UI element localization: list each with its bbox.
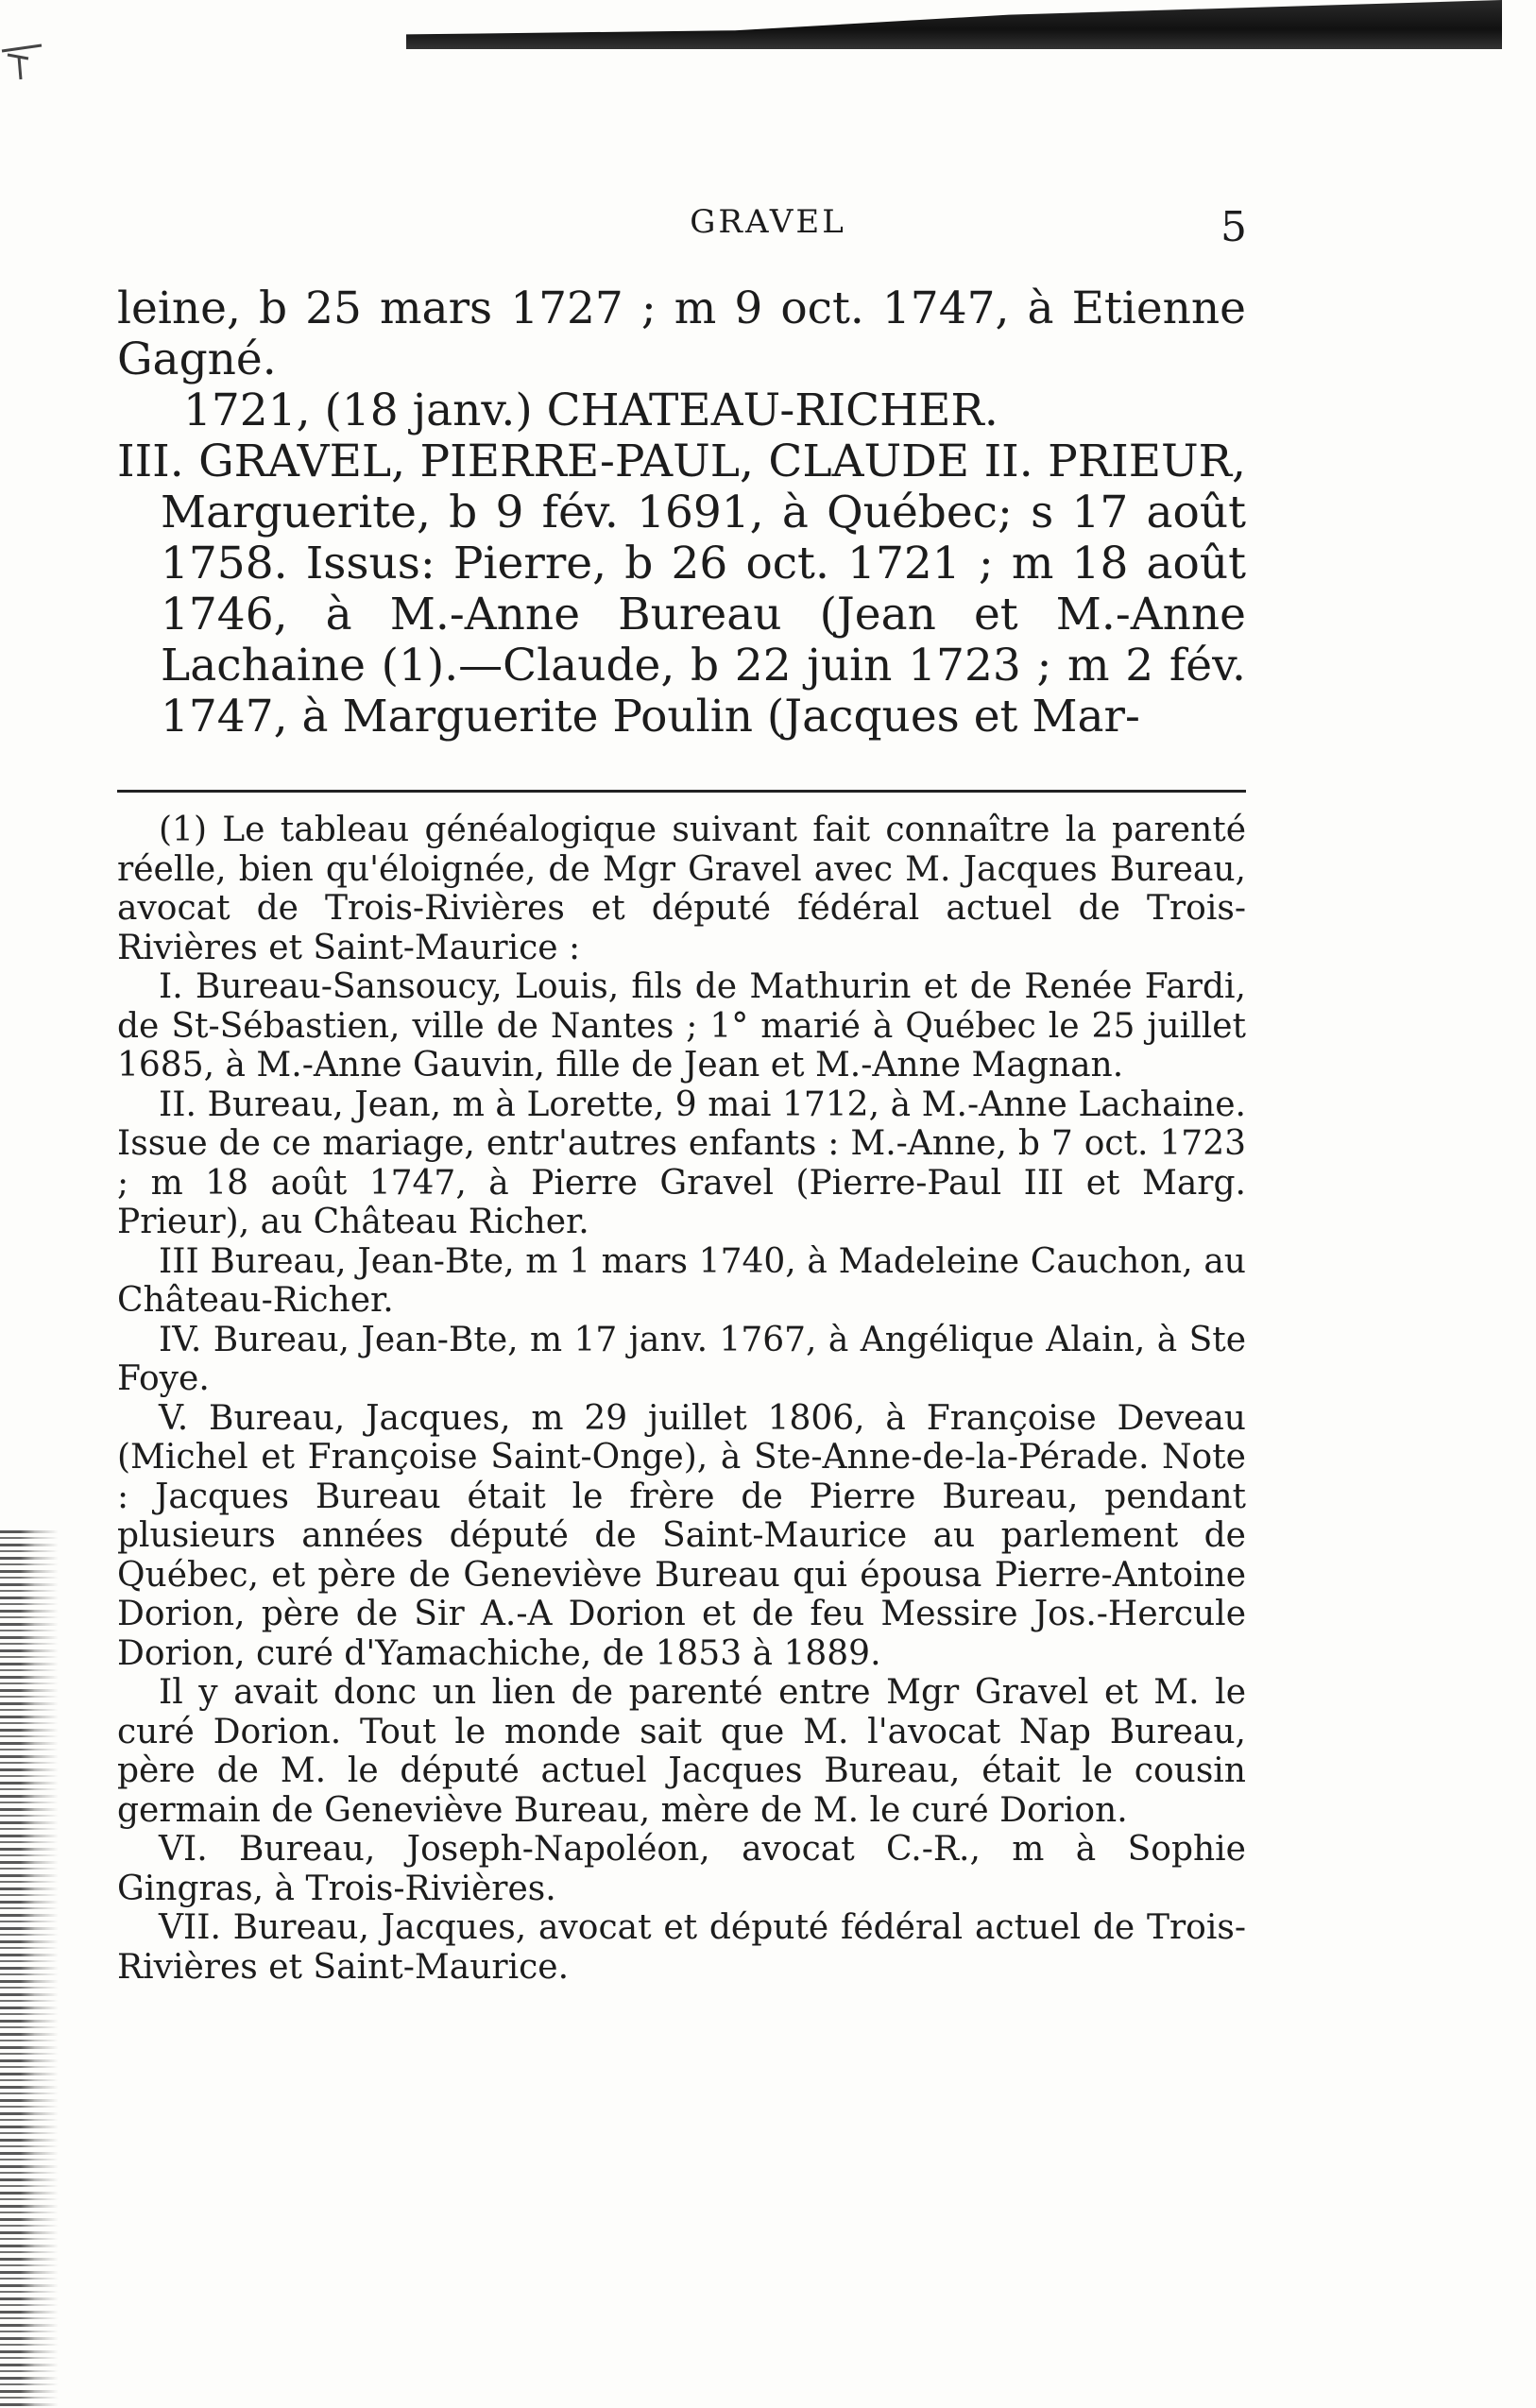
main-text <box>117 283 1246 743</box>
footnote-paragraph: III Bureau, Jean-Bte, m 1 mars 1740, à Madeleine Cauchon, au Château-Richer. <box>117 1241 1246 1320</box>
footnote-paragraph: (1) Le tableau généalogique suivant fait connaître la parenté réelle, bien qu'éloignée, de Mgr Gravel avec M. Jacques Bureau, avocat de Trois-Rivières et député fédéral actuel de Trois-Rivières et Saint-Maurice : <box>117 811 1246 967</box>
running-head: GRAVEL <box>690 203 846 241</box>
footnote <box>117 811 1246 1987</box>
scan-binding-edge <box>0 1530 59 2408</box>
footnote-paragraph: Il y avait donc un lien de parenté entre Mgr Gravel et M. le curé Dorion. Tout le monde sait que M. l'avocat Nap Bureau, père de M. le député actuel Jacques Bureau, était le cousin germain de Geneviève Bureau, mère de M. le curé Dorion. <box>117 1673 1246 1830</box>
footnote-rule <box>117 790 1246 793</box>
page-number: 5 <box>1220 203 1247 251</box>
main-paragraph: leine, b 25 mars 1727 ; m 9 oct. 1747, à Etienne Gagné. <box>117 282 1246 385</box>
footnote-paragraph: II. Bureau, Jean, m à Lorette, 9 mai 1712, à M.-Anne Lachaine. Issue de ce mariage, entr'autres enfants : M.-Anne, b 7 oct. 1723 ; m 18 août 1747, à Pierre Gravel (Pierre-Paul III et Marg. Prieur), au Château Richer. <box>117 1084 1246 1241</box>
footnote-paragraph: IV. Bureau, Jean-Bte, m 17 janv. 1767, à Angélique Alain, à Ste Foye. <box>117 1320 1246 1398</box>
footnote-paragraph: I. Bureau-Sansoucy, Louis, fils de Mathurin et de Renée Fardi, de St-Sébastien, ville de Nantes ; 1° marié à Québec le 25 juillet 1685, à M.-Anne Gauvin, fille de Jean et M.-Anne Magnan. <box>117 967 1246 1084</box>
footnote-paragraph: VII. Bureau, Jacques, avocat et député fédéral actuel de Trois-Rivières et Saint-Maurice. <box>117 1908 1246 1987</box>
footnote-paragraph: VI. Bureau, Joseph-Napoléon, avocat C.-R., m à Sophie Gingras, à Trois-Rivières. <box>117 1830 1246 1908</box>
scan-edge-bar <box>406 0 1502 49</box>
scan-speck <box>0 38 49 83</box>
main-paragraph: 1721, (18 janv.) CHATEAU-RICHER. <box>183 384 998 436</box>
main-paragraph: III. GRAVEL, PIERRE-PAUL, CLAUDE II. PRIEUR, Marguerite, b 9 fév. 1691, à Québec; s 17 août 1758. Issus: Pierre, b 26 oct. 1721 ; m 18 août 1746, à M.-Anne Bureau (Jean et M.-Anne Lachaine (1).—Claude, b 22 juin 1723 ; m 2 fév. 1747, à Marguerite Poulin (Jacques et Mar- <box>117 435 1246 743</box>
footnote-paragraph: V. Bureau, Jacques, m 29 juillet 1806, à Françoise Deveau (Michel et Françoise Saint-Onge), à Ste-Anne-de-la-Pérade. Note : Jacques Bureau était le frère de Pierre Bureau, pendant plusieurs années député de Saint-Maurice au parlement de Québec, et père de Geneviève Bureau qui épousa Pierre-Antoine Dorion, père de Sir A.-A Dorion et de feu Messire Jos.-Hercule Dorion, curé d'Yamachiche, de 1853 à 1889. <box>117 1398 1246 1673</box>
page-header <box>0 203 1536 260</box>
